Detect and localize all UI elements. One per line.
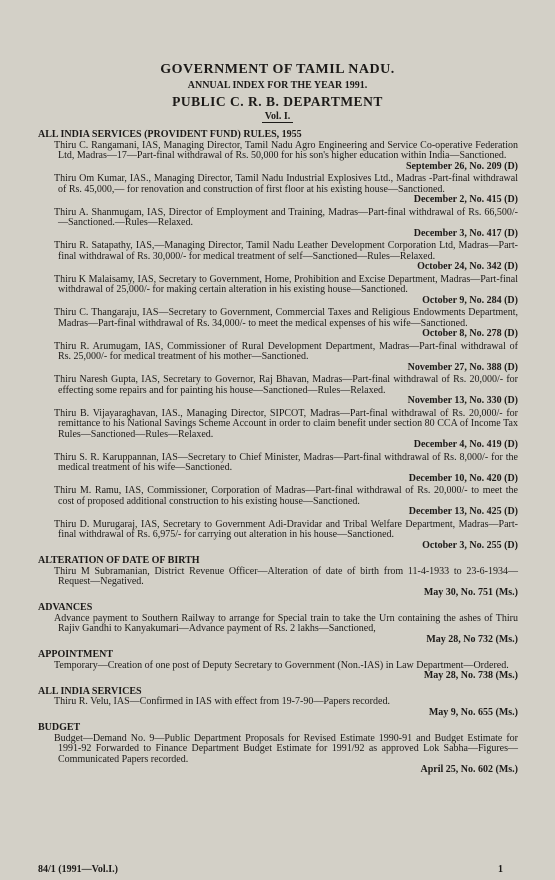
entry-reference: October 24, No. 342 (D) — [417, 261, 518, 272]
entry-reference: December 2, No. 415 (D) — [413, 194, 518, 205]
entry-text: Advance payment to Southern Railway to arrange for Special train to take the Urn containing the ashes of Thiru Rajiv Gandhi to Kanyakumari—Advance payment of Rs. 2 lakhs—Sanctioned, — [54, 612, 518, 634]
entry-text: Thiru Naresh Gupta, IAS, Secretary to Governor, Raj Bhavan, Madras—Part-final withdrawal of Rs. 20,000/- for effecting some repairs and for painting his house—Sanctioned—Rules—Relaxed. — [54, 374, 518, 396]
entry-reference: December 13, No. 425 (D) — [408, 506, 518, 517]
index-content — [38, 127, 518, 778]
entry-reference: November 13, No. 330 (D) — [407, 395, 518, 406]
volume-label: Vol. I. — [262, 111, 293, 123]
entry-reference: May 9, No. 655 (Ms.) — [428, 706, 518, 718]
header-annual-index: ANNUAL INDEX FOR THE YEAR 1991. — [187, 80, 368, 91]
entry-reference: September 26, No. 209 (D) — [405, 160, 518, 172]
entry-text: Thiru Om Kumar, IAS., Managing Director, Tamil Nadu Industrial Explosives Ltd., Madras -Part-final withdrawal of Rs. 45,000,— for renovation and construction of first floor at his existing house—Sanctioned. — [54, 173, 518, 195]
entry-text: Thiru R. Arumugam, IAS, Commissioner of Rural Development Department, Madras—Part-final withdrawal of Rs. 25,000/- for medical treatment of his mother—Sanctioned. — [54, 340, 518, 362]
section-heading: APPOINTMENT — [38, 649, 113, 660]
footer-code: 84/1 (1991—Vol.I.) — [38, 864, 118, 875]
entry-reference: December 4, No. 419 (D) — [413, 439, 518, 450]
entry-text: Thiru M. Ramu, IAS, Commissioner, Corporation of Madras—Part-final withdrawal of Rs. 20,000/- to meet the cost of proposed additional construction to his existing house—Sanctioned. — [54, 485, 518, 507]
header-volume — [0, 111, 555, 122]
entry-text: Thiru M Subramanian, District Revenue Officer—Alteration of date of birth from 11-4-1933 to 23-6-1934—Request—Negatived. — [54, 565, 518, 587]
entry-reference: November 27, No. 388 (D) — [407, 361, 518, 373]
entry-text: Thiru C. Rangamani, IAS, Managing Director, Tamil Nadu Agro Engineering and Service Co-operative Federation Ltd, Madras—17—Part-final withdrawal of Rs. 50,000 for his son's higher education within India—Sanctioned. — [54, 139, 518, 161]
header-government: GOVERNMENT OF TAMIL NADU. — [160, 62, 395, 77]
entry-text: Thiru D. Murugaraj, IAS, Secretary to Government Adi-Dravidar and Tribal Welfare Department, Madras—Part-final withdrawal of Rs. 6,975/- for carrying out alteration in his house—Sanctioned. — [54, 518, 518, 540]
entry-reference: October 9, No. 284 (D) — [422, 294, 518, 306]
entry-text: Thiru S. R. Karuppannan, IAS—Secretary to Chief Minister, Madras—Part-final withdrawal of Rs. 8,000/- for the medical treatment of his wife—Sanctioned. — [54, 451, 518, 473]
section-heading: ALTERATION OF DATE OF BIRTH — [38, 555, 200, 566]
header-department: PUBLIC C. R. B. DEPARTMENT — [172, 94, 383, 109]
entry-text: Thiru B. Vijayaraghavan, IAS., Managing Director, SIPCOT, Madras—Part-final withdrawal of Rs. 20,000/- for remittance to his National Savings Scheme Account in order to claim benefit under section 80 CCA of Income Tax Rules—Sanctioned—Rules—Relaxed. — [54, 407, 518, 440]
entry-text: Thiru K Malaisamy, IAS, Secretary to Government, Home, Prohibition and Excise Department, Madras—Part-final withdrawal of 25,000/- for making certain alteration in his existing house—Sanctioned. — [54, 273, 518, 295]
entry-text: Budget—Demand No. 9—Public Department Proposals for Revised Estimate 1990-91 and Budget Estimate for 1991-92 Forwarded to Finance Department Budget Estimate for 1991/92 as approved Lok Sabha—Figures—Communicated Papers recorded. — [54, 732, 518, 765]
entry-text: Thiru R. Velu, IAS—Confirmed in IAS with effect from 19-7-90—Papers recorded. — [54, 696, 390, 707]
entry-reference: April 25, No. 602 (Ms.) — [420, 764, 518, 775]
section-heading: BUDGET — [38, 722, 81, 733]
page-number: 1 — [498, 864, 503, 875]
section-heading: ADVANCES — [38, 602, 93, 613]
entry-text: Temporary—Creation of one post of Deputy Secretary to Government (Non.-IAS) in Law Department—Ordered. — [54, 659, 509, 671]
page-footer — [38, 864, 503, 875]
entry-reference: May 30, No. 751 (Ms.) — [423, 586, 518, 598]
section-heading: ALL INDIA SERVICES — [38, 685, 142, 697]
entry-reference: May 28, No. 738 (Ms.) — [423, 670, 518, 681]
entry-text: Thiru A. Shanmugam, IAS, Director of Employment and Training, Madras—Part-final withdrawal of Rs. 66,500/-—Sanctioned.—Rules—Relaxed. — [54, 206, 518, 228]
entry-text: Thiru C. Thangaraju, IAS—Secretary to Government, Commercial Taxes and Religious Endowments Department, Madras—Part-final withdrawal of Rs. 34,000/- to meet the medical expenses of his wife—Sanctioned. — [54, 307, 518, 329]
entry-reference: October 8, No. 278 (D) — [422, 328, 518, 339]
entry-reference: October 3, No. 255 (D) — [422, 539, 518, 551]
entry-reference: December 3, No. 417 (D) — [413, 227, 518, 239]
entry-text: Thiru R. Satapathy, IAS,—Managing Director, Tamil Nadu Leather Development Corporation Ltd, Madras—Part-final withdrawal of Rs. 30,000/- for medical treatment of self—Sanctioned—Rules—Relaxed. — [54, 240, 518, 262]
entry-reference: December 10, No. 420 (D) — [408, 472, 518, 484]
section-heading: ALL INDIA SERVICES (PROVIDENT FUND) RULES, 1955 — [38, 129, 302, 140]
entry-reference: May 28, No 732 (Ms.) — [426, 633, 518, 645]
